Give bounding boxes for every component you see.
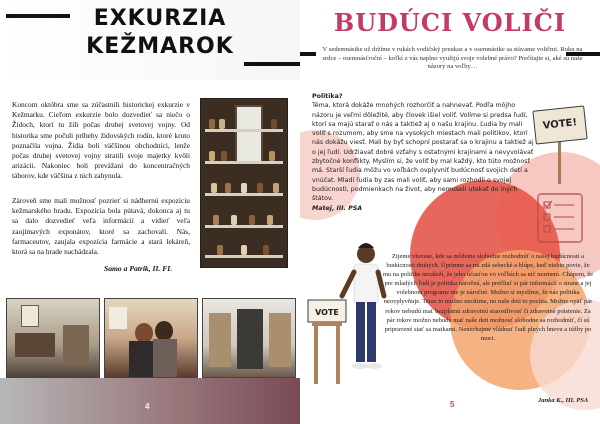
ballot-box-illustration (302, 296, 352, 386)
title-bar-top (6, 14, 70, 18)
left-paragraph-1: Koncom októbra sme sa zúčastnili historickej exkurzie v Kežmarku. Cieľom exkurzie bolo dozvedieť sa niečo o Židoch, ktorí tu žili počas druhej svetovej vojny. Od historika sme počuli príbehy židovských rodín, ktoré kruto poznačila vojna. Židia boli väčšinou obchodníci, lenže počas druhej svetovej vojny stratili svoje majetky kvôli arizácii. Nakoniec boli prevážaní do koncentračných táborov, kde väčšina z nich zahynula. (12, 100, 190, 181)
title-line-2: KEŽMAROK (86, 34, 234, 59)
article-politics (312, 92, 534, 213)
title-bar-bottom (244, 62, 300, 66)
subtitle-bar-left (300, 52, 316, 56)
article-politics-heading: Politika? (312, 93, 343, 100)
article-politics-signature: Matej, III. PSA (312, 204, 363, 212)
vote-sign-stick (558, 140, 561, 184)
right-page-number: 5 (450, 400, 455, 409)
title-line-1: EXKURZIA (93, 6, 227, 31)
ballot-box-label: VOTE (315, 308, 339, 317)
right-page (300, 0, 600, 424)
article-luxury: Zijeme vluxuse, kde sa môžeme slobodne rozhodnúť o našej budúcnosti a budúcnosti druhých. Úprimne sa mi zdá sebecké a hlúpe, keď niekto povie, že mu na politike nezáleží, že jeho účasťou vo voľbách sa nič nezmení. Chápem, že pre mladých ľudí je politika náročná, ale prečítať si pár informácií o strane a jej volebnom programe nie je náročné. Možno si myslíme, že nás politika neovplyvňuje. Teraz to možno necítime, no naše deti to pocítia. Možno opäť pár rokov nebudú mať bezplatnú zdravotnú starostlivosť či zdravotné poistenie. Za pár rokov možno nebudú mať naše deti možnosť slobodne sa rozhodnúť, čí sú pripravené stať sa matkami. Nenechajme vládnuť ľudí plných hnevu a túžby po moci. (382, 253, 594, 342)
pharmacy-interior-photo (202, 298, 296, 378)
article-luxury-signature: Janka K., III. PSA (538, 397, 589, 404)
left-page-number: 4 (145, 402, 150, 411)
checklist-illustration (532, 190, 588, 246)
photo-window (235, 105, 263, 163)
left-signature: Samo a Patrik, II. FL (104, 264, 172, 273)
students-photo (104, 298, 198, 378)
article-politics-body: Téma, ktorá dokáže mnohých rozhorčiť a nahnevať. Podľa môjho názoru je veľmi dôležité, aby človek išiel voliť. Volíme si predsa ľudí, ktorí sa majú starať o nás a taktiež aj o našu krajinu. Ľudia by mali voliť s rozumom, aby sme na vysokých miestach mali politikov, ktorí nás dokážu viesť. Mali by byť schopní postarať sa o krajinu a taktiež aj o jej ľudí. Udržiavať dobré vzťahy s ostatnými krajinami a nevyvolávať zbytočné konflikty. Myslím si, že voliť by mal každý, kto túto možnosť má. Starší ľudia môžu vo voľbách ovplyvniť budúcnosť svojich detí a vnúčat. Mladí ľudia by zas mali voliť, aby sami rozhodli o svojej budúcnosti, podmienkach na život, aby nemuseli utekať do iných štátov. (312, 102, 534, 203)
left-footer-band (0, 378, 300, 424)
left-paragraph-2: Zároveň sme mali možnosť pozrieť si nádhernú expozíciu kežmarského hradu. Expozícia bola pútavá, dokonca aj tu sa dalo dozvedieť veľa informácií a vidieť veľa zaujímavých exponátov, ktoré sa zachovali. Nás, farmaceutov, zaujala expozícia farmácie a stará lekáreň, ktorá sa na hrade nachádzala. (12, 196, 190, 257)
vote-sign-illustration: VOTE! (532, 105, 587, 144)
pharmacy-shelves-photo (200, 98, 288, 268)
right-page-subtitle: V sedemnástke už držíme v rukách vodičský preukaz a v osemnástke sa stávame voličmi. Ruku na srdce – osemnásťroční – koľkí z vás naplno využijú svoje volebné právo? Prečítajte si, aké sú naše názory na voľby… (322, 46, 583, 71)
exhibit-room-photo (6, 298, 100, 378)
right-page-title: BUDÚCI VOLIČI (333, 8, 567, 37)
